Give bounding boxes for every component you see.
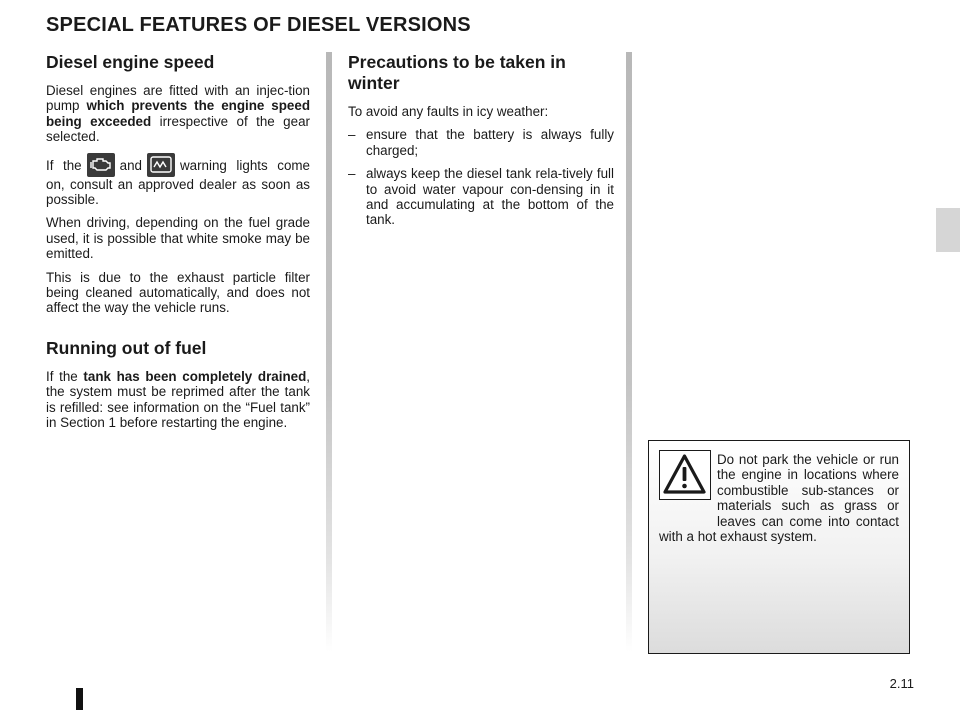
running-out-of-fuel-heading: Running out of fuel [46,337,207,358]
engine-warning-icon [87,153,115,177]
corner-mark [76,688,83,710]
white-smoke-paragraph: When driving, depending on the fuel grade used, it is possible that white smoke may be emitted. [46,215,310,262]
section-thumb-tab [936,208,960,252]
winter-precautions-list [348,127,614,227]
engine-speed-paragraph: Diesel engines are fitted with an injec-tion pump which prevents the engine speed being exceeded irrespective of the gear selected. [46,83,311,145]
list-item: – always keep the diesel tank rela-tively full to avoid water vapour con-densing in it and accumulating at the bottom of the tank. [348,166,614,228]
warning-lights-paragraph: If the and warning lights come on, consult an approved dealer as soon as possible. [46,153,310,208]
list-item: – ensure that the battery is always fully charged; [348,127,614,158]
column-divider-right [626,52,632,652]
winter-precautions-heading: Precautions to be taken in winter [348,52,566,93]
warning-box [648,440,910,654]
right-column [348,52,614,236]
page-number: 2.11 [889,676,914,691]
particle-filter-paragraph: This is due to the exhaust particle filter being cleaned automatically, and does not affect the way the vehicle runs. [46,269,310,316]
column-divider-left [326,52,332,652]
winter-intro: To avoid any faults in icy weather: [348,104,549,119]
reprime-paragraph: If the tank has been completely drained, the system must be reprimed after the tank is refilled: see information on the “Fuel tank” in Section 1 before restarting the engine. [46,368,311,431]
page-title: SPECIAL FEATURES OF DIESEL VERSIONS [46,14,471,36]
left-column [46,52,310,439]
warning-text: Do not park the vehicle or run the engine in locations where combustible sub-stances or materials such as grass or leaves can come into contact with a hot exhaust system. [659,452,899,545]
diesel-engine-speed-heading: Diesel engine speed [46,52,215,72]
particle-filter-icon [147,153,175,177]
